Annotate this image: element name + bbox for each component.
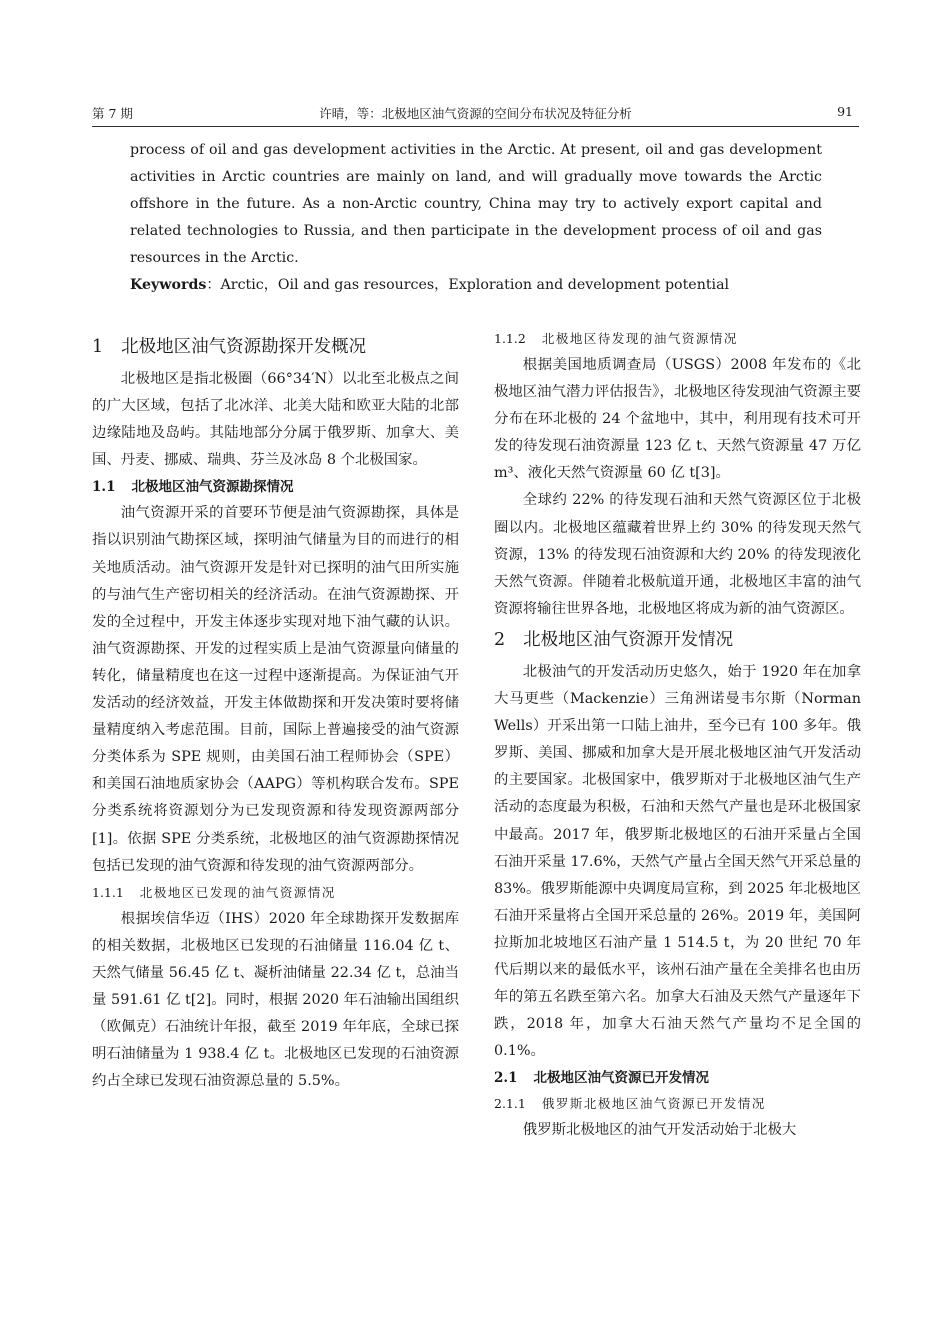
english-abstract [130,137,822,299]
abstract-text: process of oil and gas development activities in the Arctic. At present, oil and gas development activities in Arctic countries are mainly on land, and will gradually move towards the Arctic offshore in the future. As a non-Arctic country, China may try to actively export capital and related technologies to Russia, and then participate in the development process of oil and gas resources in the Arctic. [130,142,822,266]
section-1-1-1-heading [92,880,459,906]
section-number: 2.1.1 [494,1096,526,1112]
section-number: 2 [494,629,506,650]
running-title: 许晴，等：北极地区油气资源的空间分布状况及特征分析 [319,106,632,121]
keywords-label: Keywords [130,277,207,293]
section-1-1-heading [92,474,459,500]
left-column [92,330,459,1095]
section-number: 1.1.2 [494,331,526,346]
section-number: 1 [92,337,104,357]
paragraph: 北极地区是指北极圈（66°34′N）以北至北极点之间的广大区域，包括了北冰洋、北美大陆和欧亚大陆的北部边缘陆地及岛屿。其陆地部分分属于俄罗斯、加拿大、美国、丹麦、挪威、瑞典、芬兰及冰岛 8 个北极国家。 [92,371,459,469]
keywords-line [130,272,822,299]
issue-number: 第 7 期 [92,106,133,121]
paragraph: 北极油气的开发活动历史悠久，始于 1920 年在加拿大马更些（Mackenzie）三角洲诺曼韦尔斯（Norman Wells）开采出第一口陆上油井，至今已有 100 多年。俄罗斯、美国、挪威和加拿大是开展北极地区油气开发活动的主要国家。北极国家中，俄罗斯对于北极地区油气生产活动的态度最为积极，石油和天然气产量也是环北极国家中最高。2017 年，俄罗斯北极地区的石油开采量占全国石油开采量 17.6%，天然气产量占全国天然气开采总量的 83%。俄罗斯能源中央调度局宣称，到 2025 年北极地区石油开采量将占全国开采总量的 26%。2019 年，美国阿拉斯加北坡地区石油产量 1 514.5 t，为 20 世纪 70 年代后期以来的最低水平，该州石油产量在全美排名也由历年的第五名跌至第六名。加拿大石油及天然气产量逐年下跌，2018 年，加拿大石油天然气产量均不足全国的 0.1%。 [494,663,861,1060]
paragraph: 全球约 22% 的待发现石油和天然气资源区位于北极圈以内。北极地区蕴藏着世界上约 30% 的待发现天然气资源，13% 的待发现石油资源和大约 20% 的待发现液化天然气资源。伴随着北极航道开通，北极地区丰富的油气资源将输往世界各地，北极地区将成为新的油气资源区。 [494,492,861,617]
section-2-heading [494,623,861,657]
section-2-1-1-heading [494,1091,861,1117]
section-2-1-heading [494,1065,861,1091]
section-number: 1.1.1 [92,884,124,900]
paragraph: 俄罗斯北极地区的油气开发活动始于北极大 [522,1122,797,1139]
section-1-heading [92,330,459,364]
section-title: 北极地区待发现的油气资源情况 [541,331,738,346]
section-number: 1.1 [92,479,116,496]
keywords-text: ：Arctic，Oil and gas resources，Exploration and development potential [206,277,730,293]
paragraph: 根据美国地质调查局（USGS）2008 年发布的《北极地区油气潜力评估报告》，北极地区待发现油气资源主要分布在环北极的 24 个盆地中，其中，利用现有技术可开发的待发现石油资源量 123 亿 t、天然气资源量 47 万亿 m³、液化天然气资源量 60 亿 t[3]。 [494,357,861,482]
section-title: 北极地区油气资源开发情况 [523,629,734,650]
section-title: 俄罗斯北极地区油气资源已开发情况 [541,1096,766,1112]
section-title: 北极地区油气资源勘探开发概况 [121,337,367,357]
running-header [92,104,859,127]
section-title: 北极地区油气资源勘探情况 [131,479,294,496]
section-title: 北极地区油气资源已开发情况 [533,1070,709,1087]
right-column [494,330,861,1144]
section-number: 2.1 [494,1070,518,1087]
section-1-1-2-heading [494,330,861,348]
page-number: 91 [837,104,853,119]
section-title: 北极地区已发现的油气资源情况 [139,884,336,900]
paragraph: 根据埃信华迈（IHS）2020 年全球勘探开发数据库的相关数据，北极地区已发现的石油储量 116.04 亿 t、天然气储量 56.45 亿 t、凝析油储量 22.34 亿 t，总油当量 591.61 亿 t[2]。同时，根据 2020 年石油输出国组织（欧佩克）石油统计年报，截至 2019 年年底，全球已探明石油储量为 1 938.4 亿 t。北极地区已发现的石油资源约占全球已发现石油资源总量的 5.5%。 [92,910,459,1090]
paragraph: 油气资源开采的首要环节便是油气资源勘探，具体是指以识别油气勘探区域，探明油气储量为目的而进行的相关地质活动。油气资源开发是针对已探明的油气田所实施的与油气生产密切相关的经济活动。在油气资源勘探、开发的全过程中，开发主体逐步实现对地下油气藏的认识。油气资源勘探、开发的过程实质上是油气资源量向储量的转化，储量精度也在这一过程中逐渐提高。为保证油气开发活动的经济效益，开发主体做勘探和开发决策时要将储量精度纳入考虑范围。目前，国际上普遍接受的油气资源分类体系为 SPE 规则，由美国石油工程师协会（SPE）和美国石油地质家协会（AAPG）等机构联合发布。SPE 分类系统将资源划分为已发现资源和待发现资源两部分[1]。依据 SPE 分类系统，北极地区的油气资源勘探情况包括已发现的油气资源和待发现的油气资源两部分。 [92,505,459,874]
